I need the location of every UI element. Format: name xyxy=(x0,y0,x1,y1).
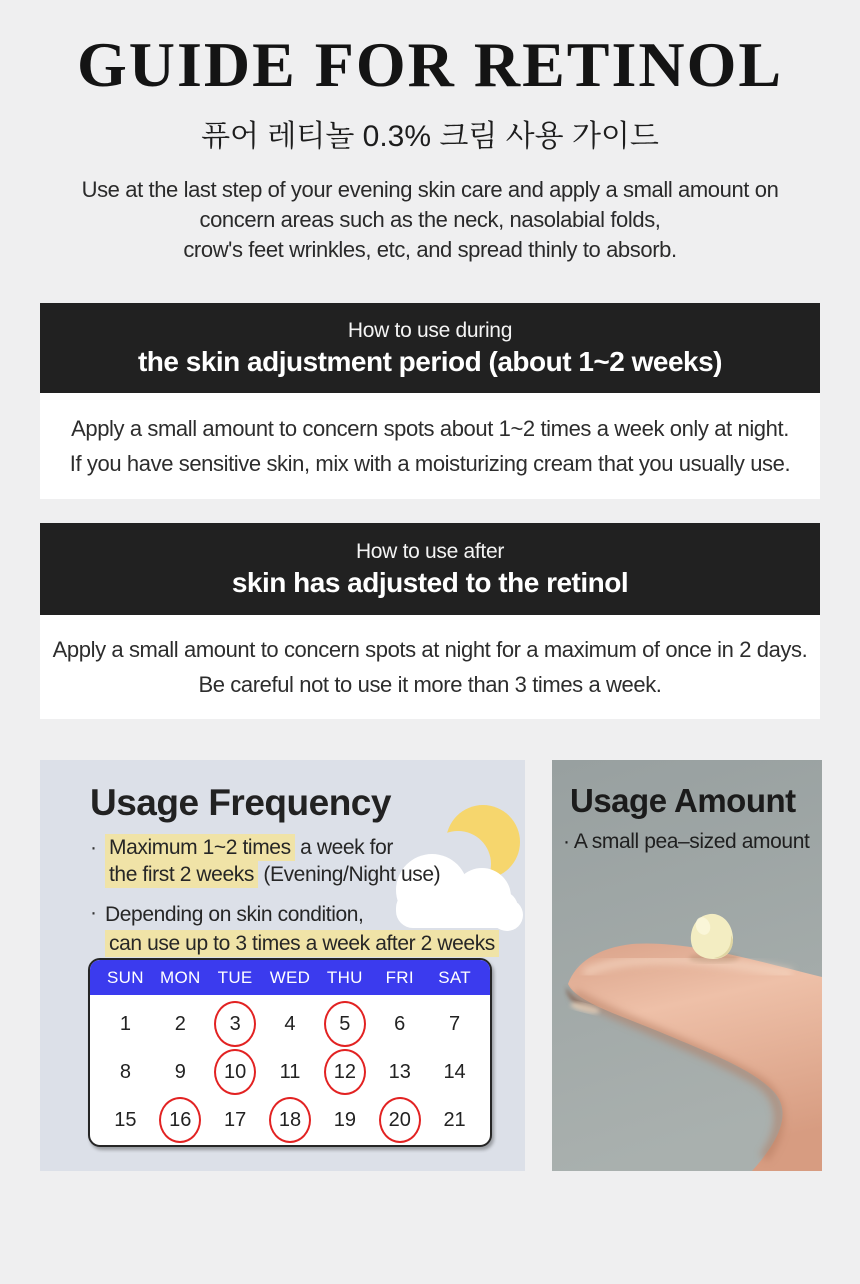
bullet-line xyxy=(90,899,499,930)
calendar-date: 19 xyxy=(333,1108,356,1131)
body-line: Apply a small amount to concern spots about 1~2 times a week only at night. xyxy=(71,415,789,441)
body-line: Apply a small amount to concern spots at night for a maximum of once in 2 days. xyxy=(52,636,808,662)
bullet-line xyxy=(105,930,499,957)
bullet-dot: · xyxy=(90,901,97,924)
bullet-dot: · xyxy=(90,836,97,859)
banner-heading: the skin adjustment period (about 1~2 weeks) xyxy=(137,345,723,377)
calendar-date: 11 xyxy=(279,1060,301,1083)
section-after-adjustment xyxy=(40,523,820,719)
calendar-date: 3 xyxy=(208,1001,263,1047)
calendar-date: 10 xyxy=(208,1049,263,1095)
calendar-day-header: WED xyxy=(269,967,311,987)
calendar-day-header: FRI xyxy=(385,967,414,987)
calendar-date: 17 xyxy=(224,1108,247,1131)
calendar-date: 7 xyxy=(449,1012,461,1035)
section-body xyxy=(40,393,820,499)
calendar-date: 5 xyxy=(317,1001,372,1047)
calendar-date: 14 xyxy=(443,1060,466,1083)
usage-frequency-panel xyxy=(40,760,525,1171)
bullet-text: Depending on skin condition, xyxy=(105,903,364,926)
highlighted-text: the first 2 weeks xyxy=(105,861,258,888)
calendar-date: 15 xyxy=(114,1108,137,1131)
bullet-text: a week for xyxy=(294,836,393,859)
intro-paragraph xyxy=(0,175,860,265)
calendar-date: 2 xyxy=(174,1012,186,1035)
section-adjustment-period xyxy=(40,303,820,499)
calendar-date: 13 xyxy=(388,1060,411,1083)
calendar-day-header: MON xyxy=(159,967,201,987)
page-title: GUIDE FOR RETINOL xyxy=(76,29,784,100)
usage-frequency-title: Usage Frequency xyxy=(90,782,391,823)
calendar-date: 20 xyxy=(372,1097,427,1143)
highlighted-text: Maximum 1~2 times xyxy=(105,834,295,861)
subtitle-korean: 퓨어 레티놀 0.3% 크림 사용 가이드 xyxy=(201,120,659,153)
calendar-grid xyxy=(90,995,490,1144)
banner-subheading: How to use after xyxy=(355,539,505,563)
usage-amount-title: Usage Amount xyxy=(570,782,796,819)
calendar-day-header: THU xyxy=(326,967,363,987)
usage-frequency-bullets xyxy=(90,834,499,957)
section-banner xyxy=(40,303,820,393)
bullet-line xyxy=(105,861,499,888)
intro-line: Use at the last step of your evening skin care and apply a small amount on xyxy=(81,177,779,202)
section-body xyxy=(40,615,820,719)
calendar-date: 21 xyxy=(443,1108,466,1131)
usage-amount-text xyxy=(563,782,810,854)
section-banner xyxy=(40,523,820,615)
calendar-date: 6 xyxy=(394,1012,406,1035)
calendar-date: 16 xyxy=(153,1097,208,1143)
bullet-text: A small pea–sized amount xyxy=(573,830,810,853)
highlighted-text: can use up to 3 times a week after 2 weeks xyxy=(105,930,499,957)
intro-line: crow's feet wrinkles, etc, and spread thinly to absorb. xyxy=(183,237,677,262)
usage-amount-panel xyxy=(552,760,822,1171)
calendar-date: 12 xyxy=(317,1049,372,1095)
bullet-dot: · xyxy=(563,830,570,853)
calendar-date: 1 xyxy=(119,1012,131,1035)
bullet-text: (Evening/Night use) xyxy=(257,863,441,886)
calendar-day-header: SUN xyxy=(107,967,144,987)
bottom-panels xyxy=(40,760,822,1171)
calendar-day-header: TUE xyxy=(217,967,253,987)
body-line: Be careful not to use it more than 3 times a week. xyxy=(198,671,662,697)
usage-amount-bullet xyxy=(563,830,809,854)
calendar-date: 18 xyxy=(263,1097,318,1143)
intro-line: concern areas such as the neck, nasolabial folds, xyxy=(199,207,661,232)
bullet-line xyxy=(90,834,499,861)
body-line: If you have sensitive skin, mix with a moisturizing cream that you usually use. xyxy=(69,450,791,476)
calendar-date: 4 xyxy=(284,1012,296,1035)
calendar-day-header: SAT xyxy=(438,967,471,987)
banner-subheading: How to use during xyxy=(347,318,513,342)
calendar-header-row xyxy=(90,960,490,995)
calendar-date: 9 xyxy=(174,1060,186,1083)
banner-heading: skin has adjusted to the retinol xyxy=(231,566,629,598)
usage-calendar xyxy=(88,958,492,1147)
calendar-date: 8 xyxy=(119,1060,131,1083)
